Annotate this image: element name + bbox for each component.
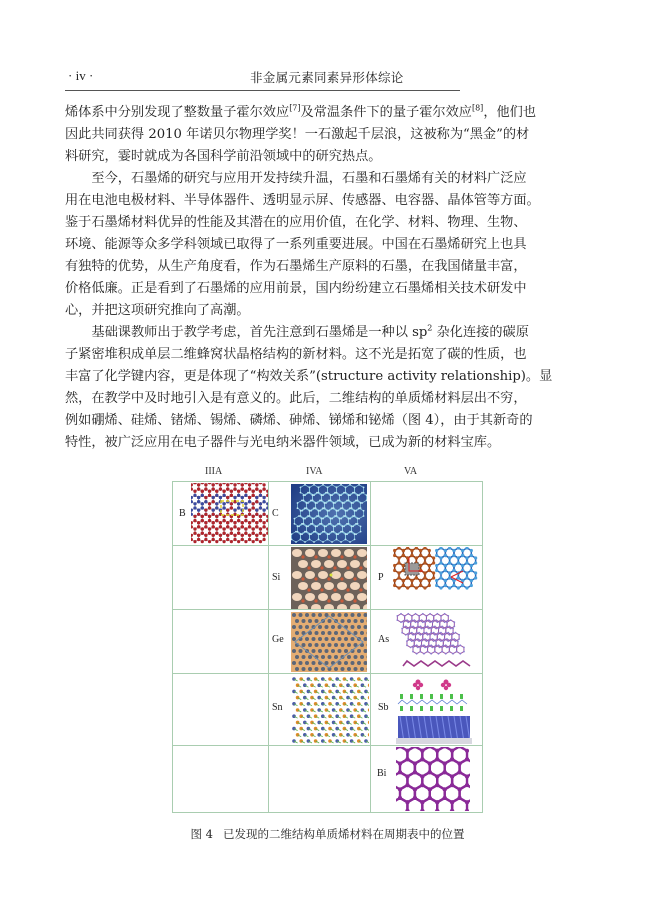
paragraph (65, 102, 537, 168)
element-label: As (378, 634, 390, 645)
cell-sn (269, 674, 371, 746)
text-line: 料研究，霎时就成为各国科学前沿领域中的研究热点。 (65, 149, 382, 164)
text-line: 至今，石墨烯的研究与应用开发持续升温，石墨和石墨烯有关的材料广泛应 (91, 171, 527, 186)
stanene-lattice-image (291, 676, 369, 744)
borophene-lattice-image (191, 483, 268, 545)
text-line: 环境、能源等众多学科领域已取得了一系列重要进展。中国在石墨烯研究上也具 (65, 237, 527, 252)
header-rule (65, 90, 460, 91)
citation-superscript: [7] (289, 103, 301, 113)
text-line: 特性，被广泛应用在电子器件与光电纳米器件领域，已成为新的材料宝库。 (65, 435, 501, 450)
cell-empty (173, 610, 269, 674)
periodic-table-grid (172, 481, 483, 813)
text-line: 然，在教学中及时地引入是有意义的。此后，二维结构的单质烯材料层出不穷， (65, 391, 527, 406)
cell-sb (371, 674, 483, 746)
arsenene-lattice-image (395, 612, 479, 672)
cell-si (269, 546, 371, 610)
text-line: 鉴于石墨烯材料优异的性能及其潜在的应用价值，在化学、材料、物理、生物、 (65, 215, 527, 230)
element-label: Sn (272, 702, 283, 713)
text-line: 子紧密堆积成单层二维蜂窝状晶格结构的新材料。这不光是拓宽了碳的性质，也 (65, 347, 527, 362)
table-row (173, 746, 483, 813)
element-label: Sb (378, 702, 389, 713)
paragraph (65, 322, 553, 454)
germanene-lattice-image (291, 612, 367, 672)
text-line: 有独特的优势，从生产角度看，作为石墨烯生产原料的石墨，在我国储量丰富， (65, 259, 527, 274)
element-label: P (378, 572, 384, 583)
cell-as (371, 610, 483, 674)
element-label: Bi (377, 768, 387, 779)
page-number: · iv · (68, 68, 94, 83)
cell-empty (269, 746, 371, 813)
cell-c (269, 482, 371, 546)
table-row (173, 482, 483, 546)
citation-superscript: [8] (471, 103, 484, 113)
element-label: Ge (272, 634, 284, 645)
element-label: C (272, 508, 279, 519)
text-line: 基础课教师出于教学考虑，首先注意到石墨烯是一种以 $sp^2$ 杂化连接的碳原 (91, 323, 529, 340)
antimonene-lattice-image (396, 676, 472, 744)
text-line: 丰富了化学键内容，更是体现了“构效关系”(structure activity relationship)。显 (65, 369, 553, 384)
citation-superscript: 2 (427, 323, 433, 333)
text-line: 因此共同获得 2010 年诺贝尔物理学奖！一石激起千层浪，这被称为“黑金”的材 (65, 127, 530, 142)
element-label: B (179, 508, 186, 519)
running-title: 非金属元素同素异形体综论 (250, 70, 404, 85)
graphene-lattice-image (291, 484, 367, 544)
group-label-iva: IVA (306, 466, 323, 477)
text-line: 心，并把这项研究推向了高潮。 (65, 303, 250, 318)
group-label-va: VA (404, 466, 418, 477)
cell-ge (269, 610, 371, 674)
element-label: Si (272, 572, 281, 583)
phosphorene-lattice-image (393, 547, 479, 609)
figure-caption-text: 已发现的二维结构单质烯材料在周期表中的位置 (222, 827, 465, 841)
table-row (173, 610, 483, 674)
bismuthene-lattice-image (396, 747, 470, 811)
text-line: 价格低廉。正是看到了石墨烯的应用前景，国内纷纷建立石墨烯相关技术研发中 (65, 281, 527, 296)
text-line: 例如硼烯、硅烯、锗烯、锡烯、磷烯、砷烯、锑烯和铋烯（图 4），由于其新奇的 (65, 413, 533, 428)
cell-empty (173, 546, 269, 610)
cell-empty (173, 674, 269, 746)
figure-4 (172, 466, 482, 779)
running-header (65, 66, 461, 88)
cell-b (173, 482, 269, 546)
cell-p (371, 546, 483, 610)
paragraph (65, 168, 540, 322)
cell-empty (371, 482, 483, 546)
table-row (173, 674, 483, 746)
group-labels (172, 466, 482, 480)
text-line: 用在电池电极材料、半导体器件、透明显示屏、传感器、电容器、晶体管等方面。 (65, 193, 540, 208)
body-text (65, 102, 553, 454)
text-line: 烯体系中分别发现了整数量子霍尔效应[7]及常温条件下的量子霍尔效应[8]，他们也 (65, 103, 537, 120)
group-label-iiia: IIIA (205, 466, 223, 477)
figure-number: 图 4 (190, 827, 213, 841)
silicene-lattice-image (291, 547, 367, 609)
cell-empty (173, 746, 269, 813)
cell-bi (371, 746, 483, 813)
table-row (173, 546, 483, 610)
figure-caption (65, 826, 590, 842)
